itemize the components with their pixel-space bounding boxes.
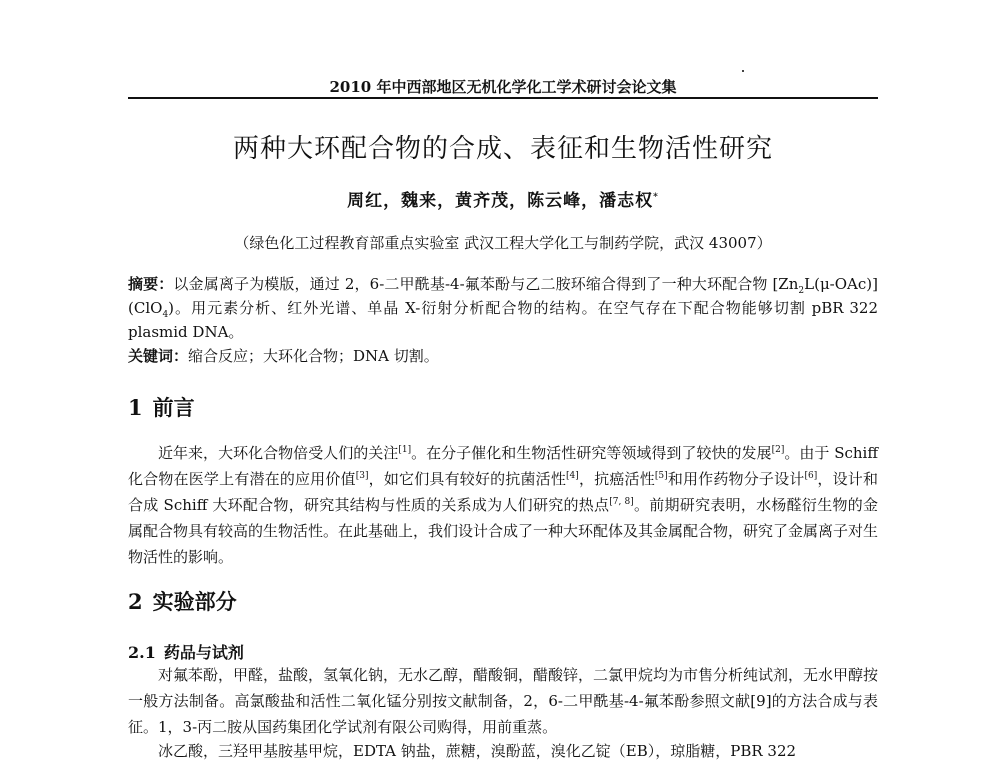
corresponding-author-mark: *: [653, 192, 659, 203]
citation-ref: [2]: [771, 445, 785, 455]
keywords: [128, 344, 878, 368]
author-names: 周红，魏来，黄齐茂，陈云峰，潘志权: [347, 191, 654, 211]
running-head: 2010 年中西部地区无机化学化工学术研讨会论文集: [329, 78, 677, 96]
subsection-2-1-heading: [128, 640, 244, 663]
header-rule: [128, 97, 878, 99]
intro-text: ，设计和合成 Schiff 大环配合物，研究其结构与性质的关系成为人们研究的热点: [128, 470, 878, 514]
paper-title: 两种大环配合物的合成、表征和生物活性研究: [232, 134, 773, 164]
section-2-heading: [128, 586, 237, 616]
intro-text: 近年来，大环化合物倍受人们的关注: [158, 444, 399, 462]
intro-text: 。由于 Schiff 化合物在医学上有潜在的应用价值: [128, 444, 878, 488]
citation-ref: [4]: [566, 471, 579, 481]
reagents-paragraph-2: 冰乙酸，三羟甲基胺基甲烷，EDTA 钠盐，蔗糖，溴酚蓝，溴化乙锭（EB），琼脂糖，PBR 322: [158, 742, 797, 760]
citation-ref: [1]: [398, 445, 412, 455]
intro-text: ，抗癌活性: [578, 470, 655, 488]
citation-ref: [6]: [804, 471, 818, 481]
section-2-number: 2: [128, 589, 143, 614]
citation-ref: [5]: [654, 471, 668, 481]
abstract-text-3: )。用元素分析、红外光谱、单晶 X-衍射分析配合物的结构。在空气存在下配合物能够切割 pBR 322 plasmid DNA。: [128, 299, 878, 341]
abstract-text-1: 以金属离子为模版，通过 2，6-二甲酰基-4-氟苯酚与乙二胺环缩合得到了一种大环配合物 [Zn: [173, 275, 799, 293]
scan-speck: [742, 70, 744, 72]
intro-text: ，如它们具有较好的抗菌活性: [368, 470, 567, 488]
subsection-2-1-number: 2.1: [128, 643, 156, 662]
keywords-text: 缩合反应；大环化合物；DNA 切割。: [188, 347, 439, 365]
section-1-title: 前言: [152, 395, 195, 420]
abstract-sub-2: 4: [162, 310, 169, 320]
citation-ref: [7, 8]: [609, 497, 634, 507]
abstract-label: 摘要：: [128, 275, 174, 293]
abstract-text-2: L(μ-OAc)](ClO: [128, 275, 878, 317]
intro-text: 。前期研究表明，水杨醛衍生物的金属配合物具有较高的生物活性。在此基础上，我们设计合成了一种大环配体及其金属配合物，研究了金属离子对生物活性的影响。: [128, 496, 879, 566]
author-list: [128, 186, 878, 211]
reagents-paragraph: 对氟苯酚，甲醛，盐酸，氢氧化钠，无水乙醇，醋酸铜，醋酸锌，二氯甲烷均为市售分析纯试剂，无水甲醇按一般方法制备。高氯酸盐和活性二氧化锰分别按文献制备，2，6-二甲酰基-4-氟苯酚参照文献[9]的方法合成与表征。1，3-丙二胺从国药集团化学试剂有限公司购得，用前重蒸。: [128, 666, 879, 736]
abstract: [128, 272, 878, 344]
citation-ref: [3]: [355, 471, 369, 481]
intro-text: 和用作药物分子设计: [667, 470, 805, 488]
affiliation: （绿色化工过程教育部重点实验室 武汉工程大学化工与制药学院，武汉 43007）: [234, 234, 772, 252]
section-1-heading: [128, 392, 195, 422]
section-2-title: 实验部分: [152, 589, 237, 614]
intro-paragraph: [128, 440, 878, 570]
keywords-label: 关键词：: [128, 347, 189, 365]
intro-text: 。在分子催化和生物活性研究等领域得到了较快的发展: [411, 444, 772, 462]
abstract-sub-1: 2: [798, 286, 805, 296]
subsection-2-1-title: 药品与试剂: [163, 643, 244, 662]
section-1-number: 1: [128, 395, 143, 420]
